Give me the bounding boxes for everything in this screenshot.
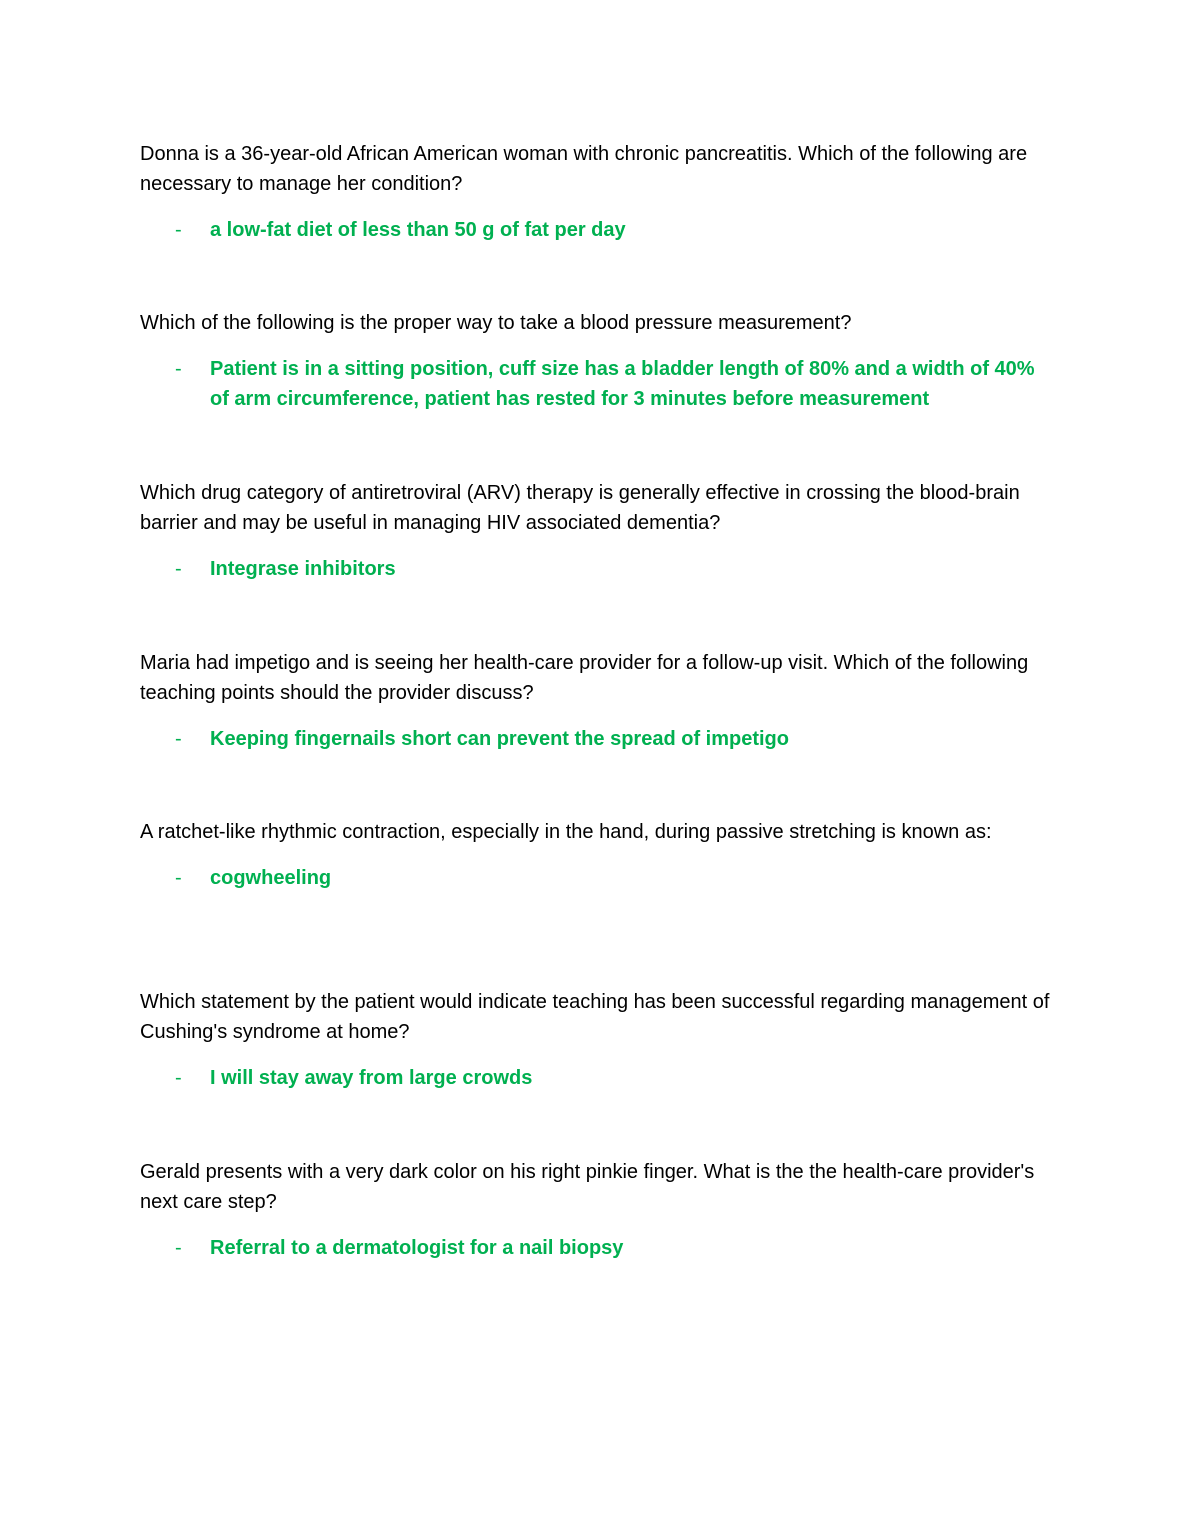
qa-block-7: [140, 1157, 1050, 1263]
answer-text: I will stay away from large crowds: [210, 1067, 533, 1089]
bullet-dash: -: [175, 867, 182, 889]
question-text: Maria had impetigo and is seeing her health-care provider for a follow-up visit. Which of the following teaching points should the provider discuss?: [140, 652, 1029, 704]
qa-block-2: [140, 308, 1050, 414]
question-text: Donna is a 36-year-old African American woman with chronic pancreatitis. Which of the following are necessary to manage her condition?: [140, 143, 1028, 195]
bullet-dash: -: [175, 1237, 182, 1259]
qa-block-3: [140, 478, 1050, 584]
bullet-dash: -: [175, 219, 182, 241]
bullet-dash: -: [175, 358, 182, 380]
question-text: Which of the following is the proper way to take a blood pressure measurement?: [140, 312, 852, 334]
answer-text: cogwheeling: [210, 867, 332, 889]
answer-item: [140, 554, 1050, 584]
question-text: Gerald presents with a very dark color on his right pinkie finger. What is the the health-care provider's next care step?: [140, 1161, 1035, 1213]
answer-item: [140, 1233, 1050, 1263]
question-text: A ratchet-like rhythmic contraction, especially in the hand, during passive stretching is known as:: [140, 821, 992, 843]
answer-item: [140, 354, 1050, 414]
answer-item: [140, 215, 1050, 245]
qa-block-4: [140, 648, 1050, 754]
question-text: Which statement by the patient would indicate teaching has been successful regarding management of Cushing's syndrome at home?: [140, 991, 1050, 1043]
answer-text: Keeping fingernails short can prevent the spread of impetigo: [210, 728, 789, 750]
answer-item: [140, 1063, 1050, 1093]
qa-block-5: [140, 817, 1050, 893]
bullet-dash: -: [175, 558, 182, 580]
qa-block-1: [140, 139, 1050, 245]
bullet-dash: -: [175, 728, 182, 750]
answer-item: [140, 863, 1050, 893]
answer-item: [140, 724, 1050, 754]
question-text: Which drug category of antiretroviral (ARV) therapy is generally effective in crossing the blood-brain barrier and may be useful in managing HIV associated dementia?: [140, 482, 1020, 534]
qa-block-6: [140, 987, 1050, 1093]
answer-text: Integrase inhibitors: [210, 558, 396, 580]
answer-text: Referral to a dermatologist for a nail biopsy: [210, 1237, 624, 1259]
answer-text: a low-fat diet of less than 50 g of fat per day: [210, 219, 626, 241]
answer-text: Patient is in a sitting position, cuff size has a bladder length of 80% and a width of 40% of arm circumference, patient has rested for 3 minutes before measurement: [210, 358, 1035, 410]
bullet-dash: -: [175, 1067, 182, 1089]
